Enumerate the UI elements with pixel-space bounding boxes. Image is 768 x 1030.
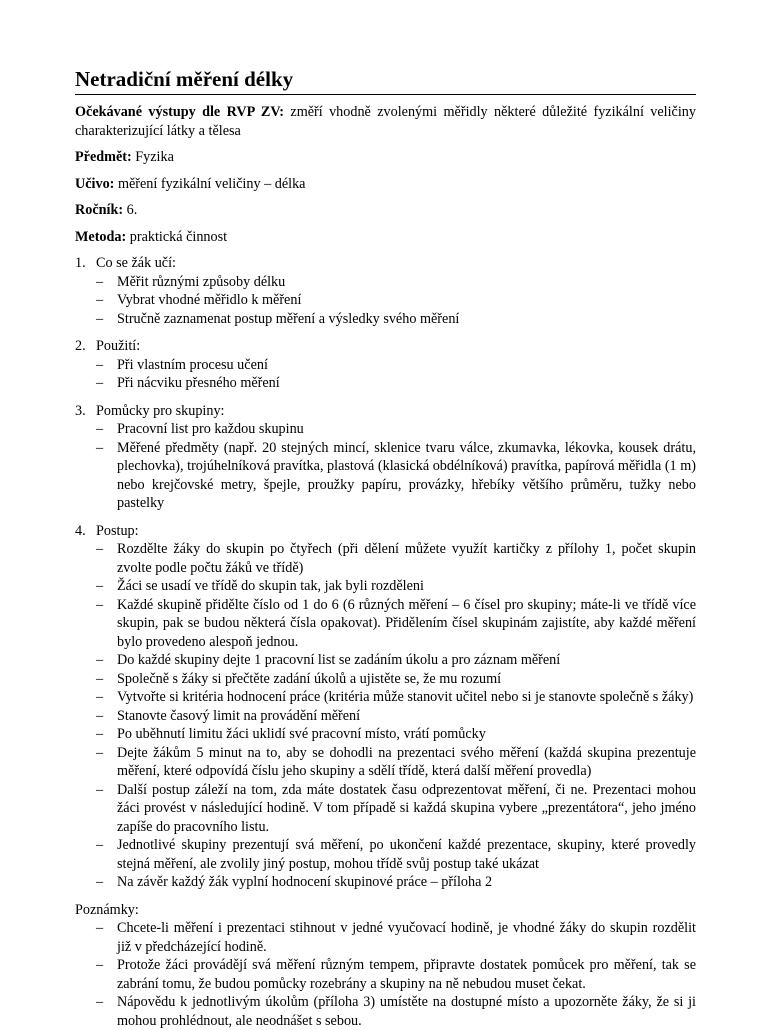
section-number: 4. <box>75 522 86 541</box>
dash-bullet: – <box>96 310 103 329</box>
list-item-text: Stručně zaznamenat postup měření a výsledky svého měření <box>117 311 459 327</box>
dash-bullet: – <box>96 439 103 458</box>
sections-list <box>75 254 696 892</box>
meta-method: Metoda: praktická činnost <box>75 228 696 247</box>
list-item-text: Jednotlivé skupiny prezentují svá měření, po ukončení každé prezentace, skupiny, které provedly stejná měření, ale zvolily jiný postup, mohou třídě svůj postup také ukázat <box>117 837 696 872</box>
section-2 <box>75 337 696 393</box>
notes-list <box>75 919 696 1030</box>
list-item-text: Vytvořte si kritéria hodnocení práce (kritéria může stanovit učitel nebo si je stanovte společně s žáky) <box>117 689 693 705</box>
dash-bullet: – <box>96 725 103 744</box>
meta-grade: Ročník: 6. <box>75 201 696 220</box>
section-items <box>96 540 696 892</box>
note-item <box>96 993 696 1030</box>
dash-bullet: – <box>96 836 103 855</box>
section-number: 3. <box>75 402 86 421</box>
list-item-text: Po uběhnutí limitu žáci uklidí své pracovní místo, vrátí pomůcky <box>117 726 486 742</box>
dash-bullet: – <box>96 596 103 615</box>
list-item-text: Další postup záleží na tom, zda máte dostatek času odprezentovat měření, či ne. Prezentaci mohou žáci provést v následující hodině. V tom případě si každá skupina vybere „prezentátora“, jeho jméno zapíše do pracovního listu. <box>117 782 696 835</box>
dash-bullet: – <box>96 919 103 938</box>
metadata-block <box>75 103 696 246</box>
list-item <box>96 744 696 781</box>
list-item-text: Společně s žáky si přečtěte zadání úkolů a ujistěte se, že mu rozumí <box>117 671 501 687</box>
list-item <box>96 836 696 873</box>
section-items <box>96 273 696 329</box>
dash-bullet: – <box>96 651 103 670</box>
list-item <box>96 781 696 837</box>
list-item-text: Žáci se usadí ve třídě do skupin tak, jak byli rozděleni <box>117 578 424 594</box>
list-item-text: Do každé skupiny dejte 1 pracovní list se zadáním úkolu a pro záznam měření <box>117 652 560 668</box>
section-1 <box>75 254 696 328</box>
notes-heading: Poznámky: <box>75 901 696 920</box>
note-item-text: Nápovědu k jednotlivým úkolům (příloha 3) umístěte na dostupné místo a upozorněte žáky, že si ji mohou prohlédnout, ale neodnášet s sebou. <box>117 994 696 1029</box>
section-items <box>96 420 696 513</box>
list-item-text: Každé skupině přidělte číslo od 1 do 6 (6 různých měření – 6 čísel pro skupiny; máte-li ve třídě více skupin, pak se budou některá čísla opakovat). Přidělením čísel skupinám zajistíte, aby každé měření bylo provedeno alespoň jednou. <box>117 597 696 650</box>
dash-bullet: – <box>96 420 103 439</box>
section-4 <box>75 522 696 892</box>
dash-bullet: – <box>96 744 103 763</box>
document-title: Netradiční měření délky <box>75 66 696 95</box>
list-item-text: Na závěr každý žák vyplní hodnocení skupinové práce – příloha 2 <box>117 874 492 890</box>
list-item <box>96 688 696 707</box>
list-item-text: Pracovní list pro každou skupinu <box>117 421 304 437</box>
list-item <box>96 577 696 596</box>
dash-bullet: – <box>96 577 103 596</box>
note-item-text: Chcete-li měření i prezentaci stihnout v jedné vyučovací hodině, je vhodné žáky do skupin rozdělit již v předcházející hodině. <box>117 920 696 955</box>
section-heading: Postup: <box>96 522 696 541</box>
list-item-text: Měřené předměty (např. 20 stejných mincí, sklenice tvaru válce, zkumavka, lékovka, kousek drátu, plechovka), trojúhelníková pravítka, plastová (klasická obdélníková) pravítka, papírová měřidla (1 m) nebo krejčovské metry, špejle, proužky papíru, provázky, hřebíky většího průměru, tužky nebo pastelky <box>117 440 696 512</box>
meta-curriculum: Učivo: měření fyzikální veličiny – délka <box>75 175 696 194</box>
list-item <box>96 439 696 513</box>
section-heading: Použití: <box>96 337 696 356</box>
dash-bullet: – <box>96 356 103 375</box>
list-item-text: Vybrat vhodné měřidlo k měření <box>117 292 301 308</box>
dash-bullet: – <box>96 993 103 1012</box>
meta-subject: Předmět: Fyzika <box>75 148 696 167</box>
list-item <box>96 596 696 652</box>
list-item-text: Při nácviku přesného měření <box>117 375 280 391</box>
section-number: 1. <box>75 254 86 273</box>
list-item <box>96 273 696 292</box>
notes-section <box>75 901 696 1030</box>
section-heading: Co se žák učí: <box>96 254 696 273</box>
list-item <box>96 707 696 726</box>
dash-bullet: – <box>96 374 103 393</box>
list-item <box>96 873 696 892</box>
list-item <box>96 725 696 744</box>
meta-expected-outcomes: Očekávané výstupy dle RVP ZV: změří vhodně zvolenými měřidly některé důležité fyzikální veličiny charakterizující látky a tělesa <box>75 103 696 140</box>
list-item-text: Měřit různými způsoby délku <box>117 274 285 290</box>
section-heading: Pomůcky pro skupiny: <box>96 402 696 421</box>
note-item <box>96 956 696 993</box>
list-item-text: Při vlastním procesu učení <box>117 357 268 373</box>
list-item <box>96 374 696 393</box>
list-item <box>96 670 696 689</box>
note-item <box>96 919 696 956</box>
dash-bullet: – <box>96 540 103 559</box>
list-item <box>96 420 696 439</box>
dash-bullet: – <box>96 781 103 800</box>
dash-bullet: – <box>96 670 103 689</box>
dash-bullet: – <box>96 273 103 292</box>
list-item <box>96 540 696 577</box>
list-item <box>96 651 696 670</box>
section-number: 2. <box>75 337 86 356</box>
dash-bullet: – <box>96 707 103 726</box>
dash-bullet: – <box>96 688 103 707</box>
list-item <box>96 291 696 310</box>
list-item-text: Stanovte časový limit na provádění měření <box>117 708 360 724</box>
dash-bullet: – <box>96 873 103 892</box>
section-3 <box>75 402 696 513</box>
section-items <box>96 356 696 393</box>
note-item-text: Protože žáci provádějí svá měření různým tempem, připravte dostatek pomůcek pro měření, tak se zabrání tomu, že budou pomůcky rozebrány a skupiny na ně nebudou muset čekat. <box>117 957 696 992</box>
list-item <box>96 310 696 329</box>
list-item-text: Dejte žákům 5 minut na to, aby se dohodli na prezentaci svého měření (každá skupina prezentuje měření, které odpovídá číslu jeho skupiny a sdělí třídě, která další měření provedla) <box>117 745 696 780</box>
dash-bullet: – <box>96 956 103 975</box>
list-item-text: Rozdělte žáky do skupin po čtyřech (při dělení můžete využít kartičky z přílohy 1, počet skupin zvolte podle počtu žáků ve třídě) <box>117 541 696 576</box>
list-item <box>96 356 696 375</box>
dash-bullet: – <box>96 291 103 310</box>
